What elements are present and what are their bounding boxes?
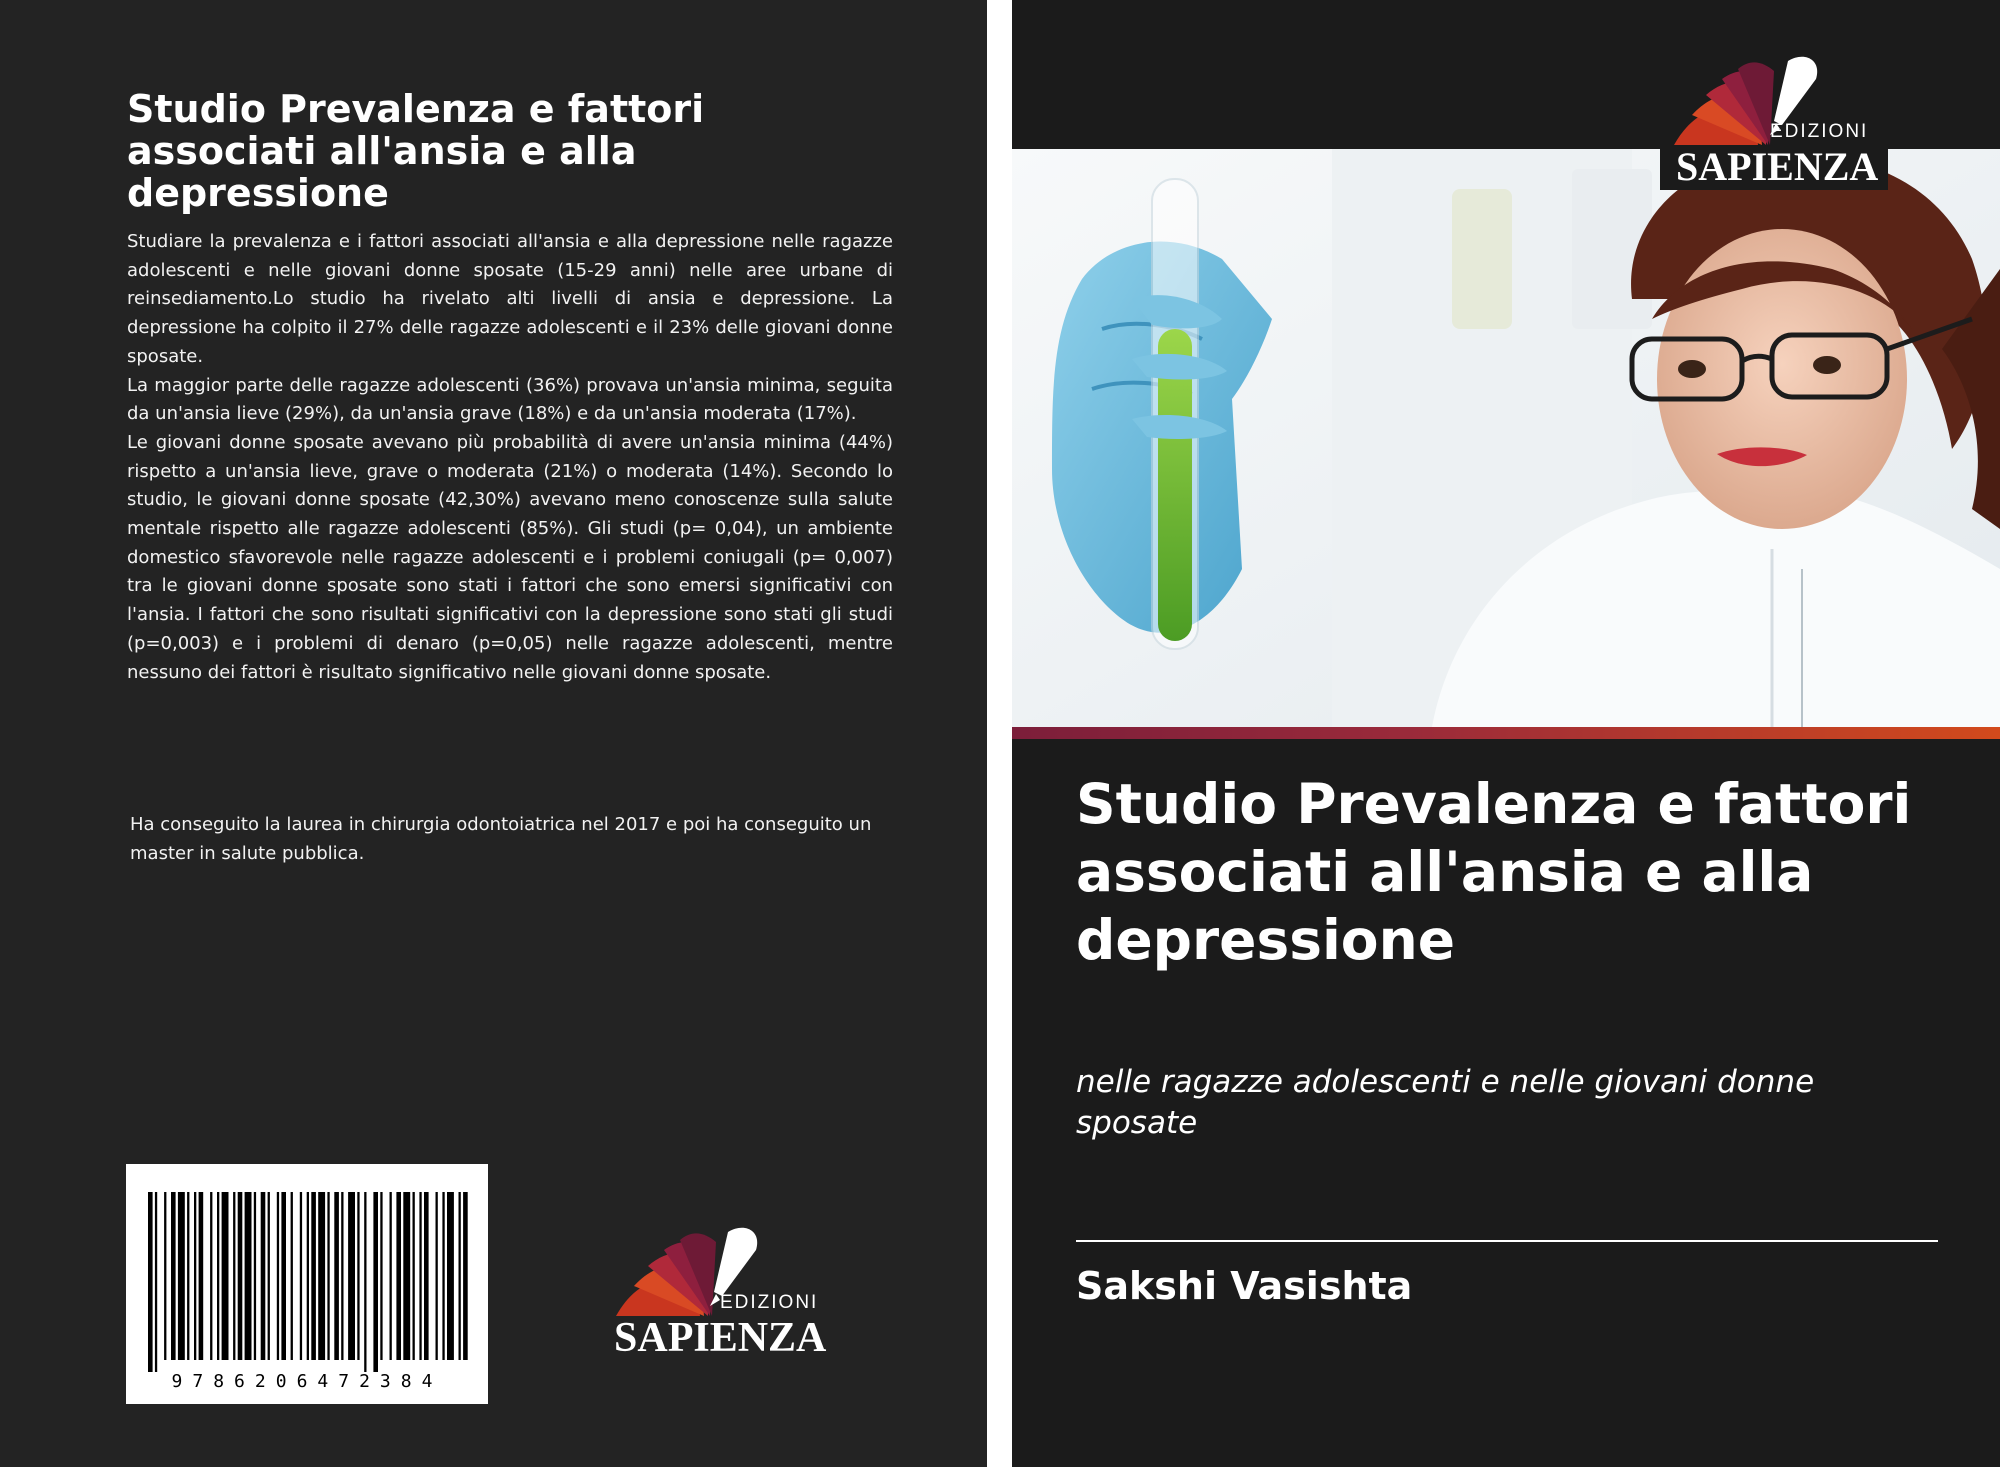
publisher-logo-front bbox=[1660, 55, 1888, 190]
publisher-edizioni-text: EDIZIONI bbox=[1770, 121, 1869, 142]
barcode-bar bbox=[155, 1192, 157, 1372]
synopsis-paragraph: Le giovani donne sposate avevano più probabilità di avere un'ansia minima (44%) rispetto a un'ansia lieve, grave o moderata (21%) o moderata (14%). Secondo lo studio, le giovani donne sposate (42,30%) avevano meno conoscenze sulla salute mentale rispetto alle ragazze adolescenti (85%). Gli studi (p= 0,04), un ambiente domestico sfavorevole nelle ragazze adolescenti e i problemi coniugali (p= 0,007) tra le giovani donne sposate sono stati i fattori che sono emersi significativi con l'ansia. I fattori che sono risultati significativi con la depressione sono stati gli studi (p=0,003) e i problemi di denaro (p=0,05) nelle ragazze adolescenti, mentre nessuno dei fattori è risultato significativo nelle giovani donne sposate. bbox=[127, 431, 893, 683]
publisher-name: SAPIENZA bbox=[614, 1315, 827, 1361]
synopsis-paragraph: La maggior parte delle ragazze adolescenti (36%) provava un'ansia minima, seguita da un'ansia lieve (29%), da un'ansia grave (18%) e da un'ansia moderata (17%). bbox=[127, 374, 893, 425]
barcode-bar bbox=[357, 1192, 359, 1360]
barcode-bar bbox=[233, 1192, 235, 1360]
barcode-bar bbox=[307, 1192, 309, 1360]
color-stripe bbox=[1012, 727, 2000, 739]
barcode-bar bbox=[373, 1192, 378, 1372]
barcode-bar bbox=[419, 1192, 421, 1360]
back-cover bbox=[0, 0, 987, 1467]
barcode-bar bbox=[148, 1192, 153, 1372]
barcode-bar bbox=[348, 1192, 355, 1360]
barcode-bar bbox=[245, 1192, 252, 1360]
cover-photo-scientist bbox=[1012, 149, 2000, 727]
barcode-bar bbox=[341, 1192, 343, 1360]
barcode-bar bbox=[187, 1192, 189, 1360]
barcode-bar bbox=[390, 1192, 392, 1360]
barcode-bar bbox=[327, 1192, 329, 1360]
barcode-bar bbox=[261, 1192, 266, 1360]
barcode-bar bbox=[436, 1192, 438, 1360]
synopsis-paragraph: Studiare la prevalenza e i fattori associati all'ansia e alla depressione nelle ragazze adolescenti e nelle giovani donne sposate (15-29 anni) nelle aree urbane di reinsediamento.Lo studio ha rivelato alti livelli di ansia e depressione. La depressione ha colpito il 27% delle ragazze adolescenti e il 23% delle giovani donne sposate. bbox=[127, 231, 893, 367]
barcode-bar bbox=[277, 1192, 279, 1360]
scientist-test-tube-illustration bbox=[1012, 149, 2000, 727]
barcode-bar bbox=[311, 1192, 316, 1360]
back-cover-title: Studio Prevalenza e fattori associati all'ansia e alla depressione bbox=[127, 87, 705, 215]
barcode-bar bbox=[364, 1192, 366, 1372]
barcode-bar bbox=[413, 1192, 415, 1360]
barcode-bar bbox=[178, 1192, 185, 1360]
barcode-bars bbox=[126, 1164, 488, 1404]
front-cover-title: Studio Prevalenza e fattori associati all'ansia e alla depressione bbox=[1076, 772, 1912, 972]
isbn-barcode bbox=[126, 1164, 488, 1404]
isbn-digits: 9786206472384 bbox=[171, 1371, 443, 1392]
publisher-name: SAPIENZA bbox=[1676, 144, 1879, 189]
barcode-bar bbox=[334, 1192, 339, 1360]
barcode-bar bbox=[403, 1192, 410, 1360]
barcode-bar bbox=[194, 1192, 196, 1360]
barcode-bar bbox=[254, 1192, 256, 1360]
barcode-bar bbox=[222, 1192, 229, 1360]
back-cover-synopsis bbox=[127, 228, 893, 687]
publisher-logo-back bbox=[604, 1222, 826, 1362]
barcode-bar bbox=[210, 1192, 212, 1360]
barcode-bar bbox=[199, 1192, 204, 1360]
barcode-bar bbox=[463, 1192, 468, 1360]
barcode-bar bbox=[396, 1192, 401, 1360]
barcode-bar bbox=[238, 1192, 243, 1360]
barcode-bar bbox=[281, 1192, 286, 1360]
barcode-bar bbox=[442, 1192, 444, 1360]
publisher-edizioni-text: EDIZIONI bbox=[720, 1292, 819, 1313]
barcode-bar bbox=[171, 1192, 176, 1360]
barcode-bar bbox=[164, 1192, 166, 1360]
barcode-bar bbox=[268, 1192, 270, 1360]
barcode-bar bbox=[447, 1192, 454, 1360]
barcode-bar bbox=[318, 1192, 325, 1360]
divider-rule bbox=[1076, 1240, 1938, 1242]
barcode-bar bbox=[217, 1192, 219, 1360]
author-bio: Ha conseguito la laurea in chirurgia odontoiatrica nel 2017 e poi ha conseguito un master in salute pubblica. bbox=[130, 814, 872, 864]
barcode-bar bbox=[424, 1192, 429, 1360]
barcode-bar bbox=[459, 1192, 461, 1360]
front-cover-subtitle: nelle ragazze adolescenti e nelle giovani donne sposate bbox=[1076, 1064, 1815, 1141]
barcode-bar bbox=[291, 1192, 293, 1360]
barcode-bar bbox=[380, 1192, 382, 1360]
front-cover-author: Sakshi Vasishta bbox=[1076, 1264, 1413, 1308]
front-cover bbox=[1012, 0, 2000, 1467]
spine-gap bbox=[987, 0, 1012, 1467]
barcode-bar bbox=[300, 1192, 302, 1360]
